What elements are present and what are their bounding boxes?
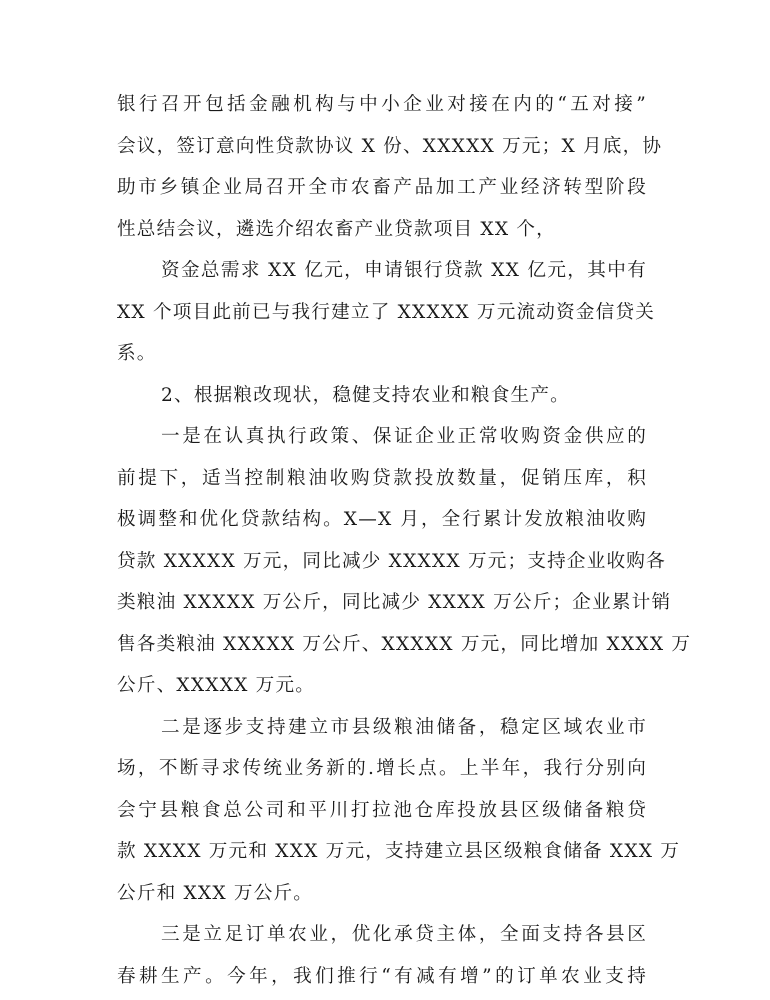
paragraph-5 xyxy=(117,914,647,997)
paragraph-2 xyxy=(117,250,656,375)
text-line: 极调整和优化贷款结构。X—X 月，全行累计发放粮油收购 xyxy=(117,509,647,530)
text-line: 资金总需求 XX 亿元，申请银行贷款 XX 亿元，其中有 xyxy=(161,260,647,281)
text-line: 前提下，适当控制粮油收购贷款投放数量，促销压库，积 xyxy=(117,467,647,489)
text-line: 二是逐步支持建立市县级粮油储备，稳定区域农业市 xyxy=(161,716,647,738)
text-line: 2、根据粮改现状，稳健支持农业和粮食生产。 xyxy=(161,384,570,406)
text-line: 公斤、XXXXX 万元。 xyxy=(117,675,316,696)
text-line: 售各类粮油 XXXXX 万公斤、XXXXX 万元，同比增加 XXXX 万 xyxy=(117,633,692,655)
text-line: 会宁县粮食总公司和平川打拉池仓库投放县区级储备粮贷 xyxy=(117,799,647,821)
text-line: 场，不断寻求传统业务新的.增长点。上半年，我行分别向 xyxy=(117,758,647,779)
text-line: 性总结会议，遴选介绍农畜产业贷款项目 XX 个， xyxy=(117,218,556,240)
text-line: XX 个项目此前已与我行建立了 XXXXX 万元流动资金信贷关 xyxy=(117,301,656,323)
text-line: 贷款 XXXXX 万元，同比减少 XXXXX 万元；支持企业收购各 xyxy=(117,550,666,572)
paragraph-3 xyxy=(117,416,692,707)
text-line: 春耕生产。今年，我们推行“有减有增”的订单农业支持 xyxy=(117,965,647,987)
text-line: 系。 xyxy=(117,343,157,364)
text-line: 公斤和 XXX 万公斤。 xyxy=(117,882,314,904)
text-line: 银行召开包括金融机构与中小企业对接在内的“五对接” xyxy=(117,94,647,115)
text-line: 款 XXXX 万元和 XXX 万元，支持建立县区级粮食储备 XXX 万 xyxy=(117,841,681,862)
paragraph-4 xyxy=(117,707,681,915)
paragraph-1 xyxy=(117,84,663,250)
text-line: 类粮油 XXXXX 万公斤，同比减少 XXXX 万公斤；企业累计销 xyxy=(117,592,672,613)
text-line: 三是立足订单农业，优化承贷主体，全面支持各县区 xyxy=(161,924,647,945)
text-line: 助市乡镇企业局召开全市农畜产品加工产业经济转型阶段 xyxy=(117,177,647,198)
text-line: 会议，签订意向性贷款协议 X 份、XXXXX 万元；X 月底，协 xyxy=(117,135,663,157)
section-heading-2 xyxy=(117,375,647,417)
document-body xyxy=(117,84,692,997)
text-line: 一是在认真执行政策、保证企业正常收购资金供应的 xyxy=(161,426,647,447)
